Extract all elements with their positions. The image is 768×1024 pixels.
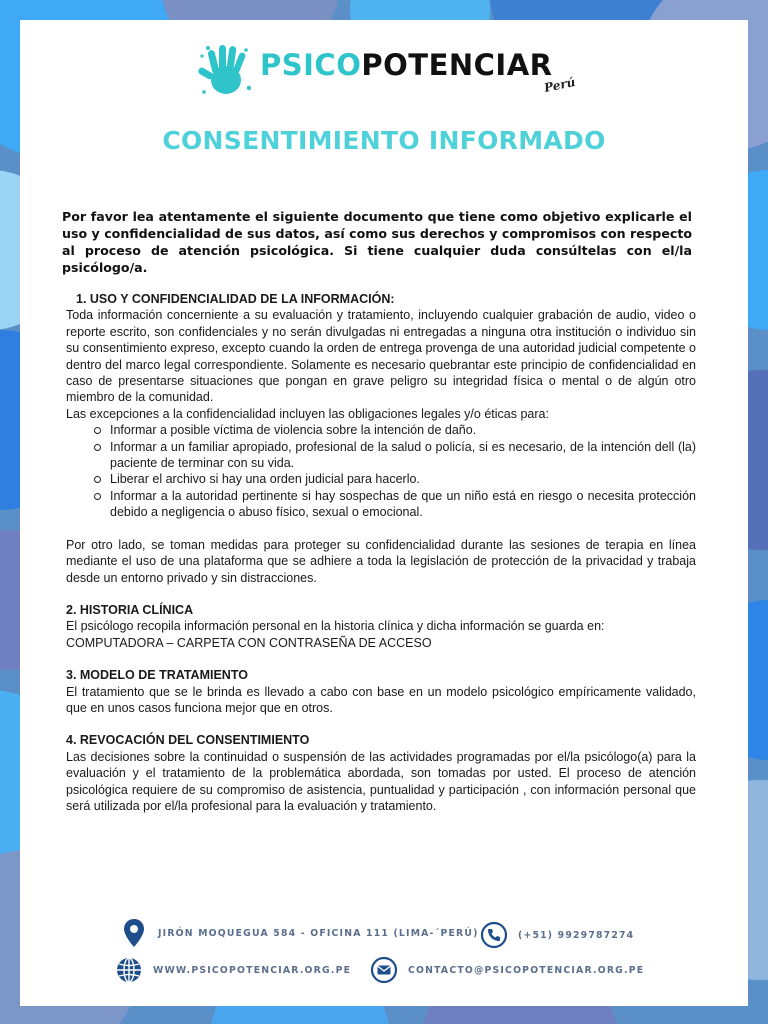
section-2-paragraph-1: El psicólogo recopila información personal en la historia clínica y dicha información se guarda en: [66,619,605,634]
brand-logo [196,38,596,104]
section-1-paragraph-3: Por otro lado, se toman medidas para proteger su confidencialidad durante las sesiones de terapia en línea mediante el uso de una plataforma que se adhiere a toda la legislación de protección de la privacidad y trabaja desde un entorno privado y sin distracciones. [66,537,696,585]
section-1-heading: 1. USO Y CONFIDENCIALIDAD DE LA INFORMACIÓN: [76,292,395,306]
footer-website[interactable] [115,955,351,985]
brand-name [260,48,553,82]
phone-icon [480,920,508,950]
footer-email[interactable] [370,955,644,985]
globe-icon [115,955,143,985]
email-icon [370,955,398,985]
list-item: Informar a posible víctima de violencia sobre la intención de daño. [92,422,696,438]
intro-paragraph: Por favor lea atentamente el siguiente documento que tiene como objetivo explicarle el uso y confidencialidad de sus datos, así como sus derechos y compromisos con respecto al proceso de atención psicológica. Si tiene cualquier duda consúltelas con el/la psicólogo/a. [62,209,692,275]
document-title: CONSENTIMIENTO INFORMADO [162,126,606,155]
list-item: Liberar el archivo si hay una orden judicial para hacerlo. [92,471,696,487]
location-pin-icon [120,918,148,948]
section-4-heading: 4. REVOCACIÓN DEL CONSENTIMIENTO [66,733,310,748]
footer-address [120,918,479,948]
section-1-paragraph-1: Toda información concerniente a su evaluación y tratamiento, incluyendo cualquier grabación de audio, video o reporte escrito, son confidenciales y no serán divulgadas ni entregadas a ninguna otra institución o individuo sin su consentimiento expreso, excepto cuando la orden de entrega provenga de una autoridad judicial competente o dentro del marco legal correspondiente. Solamente es necesario quebrantar este principio de confidencialidad en caso de presentarse situaciones que pongan en grave peligro su integridad física o mental o de algún otro miembro de la comunidad. [66,308,696,405]
email-link: CONTACTO@PSICOPOTENCIAR.ORG.PE [408,964,645,976]
brand-country: Perú [542,74,577,96]
address-text: JIRÓN MOQUEGUA 584 - OFICINA 111 (LIMA-´PERÚ) [158,927,479,939]
list-item: Informar a un familiar apropiado, profesional de la salud o policía, si es necesario, de la intención dell (la) paciente de terminar con su vida. [92,439,696,472]
phone-text: (+51) 9929787274 [518,929,635,941]
section-2-heading: 2. HISTORIA CLÍNICA [66,602,194,617]
section-3-heading: 3. MODELO DE TRATAMIENTO [66,668,248,683]
section-3-paragraph-1: El tratamiento que se le brinda es llevado a cabo con base en un modelo psicológico empíricamente validado, que en unos casos funciona mejor que en otros. [66,684,696,715]
section-4-paragraph-1: Las decisiones sobre la continuidad o suspensión de las actividades programadas por el/la psicólogo(a) para la evaluación y el tratamiento de la problemática abordada, son tomadas por usted. El proceso de atención psicológica requiere de su compromiso de asistencia, puntualidad y participación , con información personal que será utilizada por el/la profesional para la evaluación y tratamiento. [66,749,696,813]
document-body [66,291,696,814]
section-2-paragraph-2: COMPUTADORA – CARPETA CON CONTRASEÑA DE ACCESO [66,635,432,650]
website-link: WWW.PSICOPOTENCIAR.ORG.PE [153,964,352,976]
footer-phone[interactable] [480,920,634,950]
hand-logo-icon [196,42,254,100]
brand-name-part2: POTENCIAR [361,48,553,82]
section-1-paragraph-2: Las excepciones a la confidencialidad incluyen las obligaciones legales y/o éticas para: [66,406,549,421]
exceptions-list [92,422,696,520]
list-item: Informar a la autoridad pertinente si hay sospechas de que un niño está en riesgo o necesita protección debido a negligencia o abuso físico, sexual o emocional. [92,488,696,521]
brand-name-part1: PSICO [260,48,362,82]
